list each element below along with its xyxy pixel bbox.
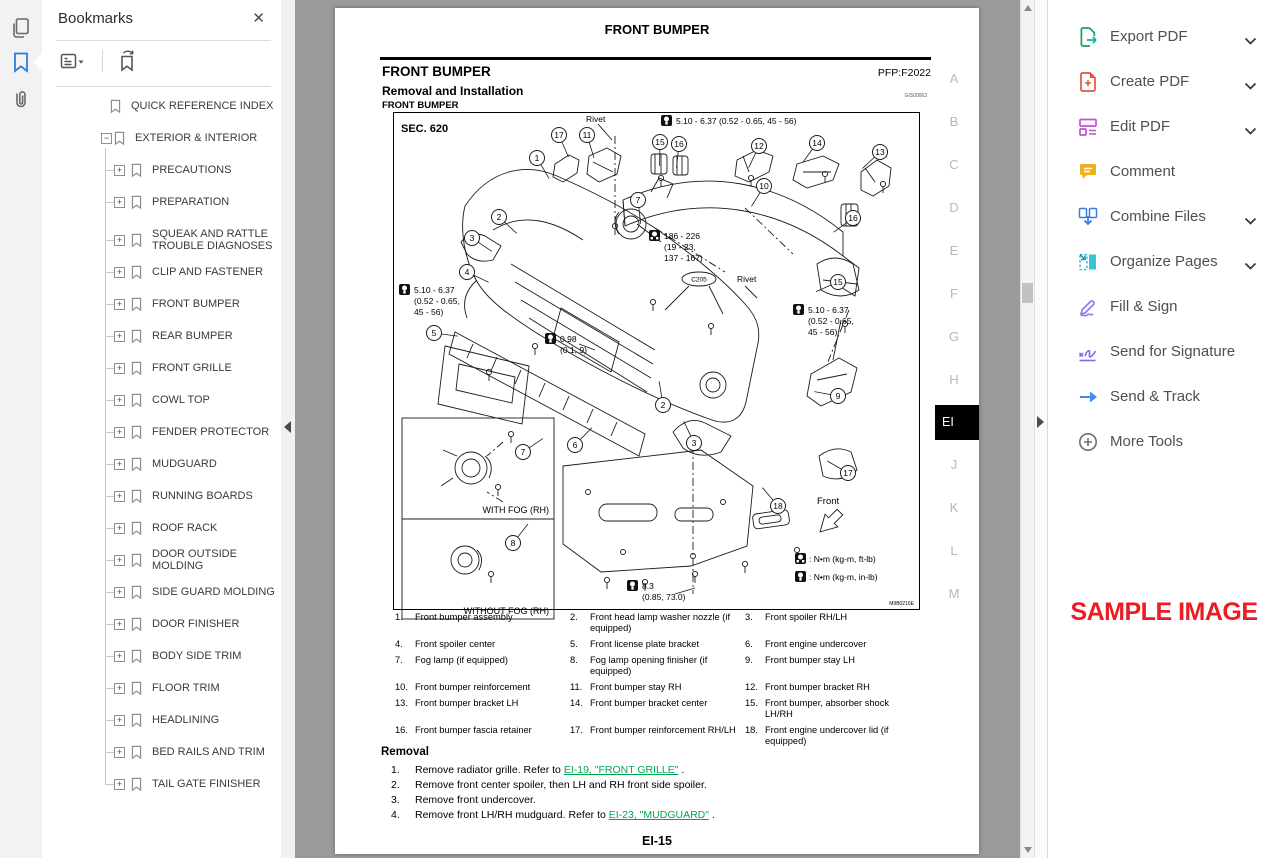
part-label: Front spoiler RH/LH: [765, 612, 848, 622]
bookmark-item[interactable]: [42, 262, 263, 282]
bookmark-flag-icon: [130, 649, 143, 664]
torque-inlb-icon: [661, 115, 672, 126]
bookmark-flag-icon: [130, 713, 143, 728]
callout-number: 5: [431, 328, 437, 338]
step-text-segment: Remove front undercover.: [415, 794, 536, 806]
rivet-label: Rivet: [737, 274, 757, 284]
scroll-down-arrow-icon[interactable]: [1024, 847, 1032, 853]
section-tab-active: EI: [935, 405, 979, 440]
bookmark-flag-icon: [130, 457, 143, 472]
callout-number: 1: [534, 153, 540, 163]
part-item: [745, 612, 920, 634]
step-text: [415, 778, 707, 793]
combine-files-icon: [1076, 205, 1100, 229]
vertical-scrollbar[interactable]: [1020, 0, 1035, 858]
part-label: Front bumper stay RH: [590, 682, 682, 692]
tool-item-label: Send for Signature: [1110, 343, 1236, 360]
callout-number: 10: [759, 181, 769, 191]
header-rule: [380, 57, 931, 60]
callout-number: 15: [655, 137, 665, 147]
bookmark-item[interactable]: [42, 710, 219, 730]
part-number: 15.: [745, 698, 758, 708]
part-label: Front bumper bracket RH: [765, 682, 870, 692]
callout-number: 9: [835, 391, 841, 401]
part-number: 16.: [395, 725, 408, 735]
bookmark-item-label[interactable]: PRECAUTIONS: [152, 164, 232, 176]
bookmark-flag-icon: [130, 329, 143, 344]
callout-number: 17: [554, 130, 564, 140]
tool-item-label: More Tools: [1110, 433, 1184, 450]
part-label: Front bumper stay LH: [765, 655, 855, 665]
section-tab: K: [949, 500, 959, 515]
bookmark-item-label[interactable]: COWL TOP: [152, 394, 210, 406]
send-track-icon: [1076, 385, 1100, 409]
callout-number: 13: [875, 147, 885, 157]
tools-panel-splitter: [1035, 0, 1047, 858]
bookmark-item[interactable]: [42, 192, 229, 212]
step-text-segment: .: [678, 764, 685, 776]
bookmark-item-label[interactable]: BED RAILS AND TRIM: [152, 746, 265, 758]
part-label: Front engine undercover lid (if equipped): [765, 725, 889, 746]
bookmark-flag-icon: [130, 681, 143, 696]
bookmark-item-label[interactable]: BODY SIDE TRIM: [152, 650, 242, 662]
part-number: 1.: [395, 612, 403, 622]
chevron-down-icon[interactable]: [1244, 78, 1257, 96]
section-tab: H: [949, 372, 959, 387]
chevron-down-icon[interactable]: [1244, 33, 1257, 51]
step-text: [415, 808, 715, 823]
bookmark-flag-icon: [130, 163, 143, 178]
part-number: 5.: [570, 639, 578, 649]
tool-item-create-pdf[interactable]: [1048, 59, 1279, 104]
bookmark-flag-icon: [130, 393, 143, 408]
edit-pdf-icon: [1076, 115, 1100, 139]
part-label: Fog lamp (if equipped): [415, 655, 509, 665]
torque-spec-text: 137 - 167): [664, 253, 703, 263]
bookmark-flag-icon: [130, 297, 143, 312]
part-number: 3.: [745, 612, 753, 622]
torque-spec-text: 5.10 - 6.37: [414, 285, 455, 295]
page-thumbnails-icon[interactable]: [9, 16, 33, 40]
callout-number: 12: [754, 141, 764, 151]
part-label: Front bumper fascia retainer: [415, 725, 532, 735]
bookmark-item[interactable]: [42, 326, 233, 346]
bookmarks-panel-title: Bookmarks: [58, 10, 134, 27]
attachments-icon[interactable]: [9, 88, 33, 112]
callout-number: 3: [691, 438, 697, 448]
part-item: [570, 639, 745, 650]
part-item: [395, 698, 570, 720]
bookmark-item-label[interactable]: FLOOR TRIM: [152, 682, 220, 694]
part-item: [395, 725, 570, 747]
reference-link[interactable]: EI-19, "FRONT GRILLE": [563, 764, 679, 776]
part-label: Fog lamp opening finisher (if equipped): [590, 655, 708, 676]
tool-item-label: Organize Pages: [1110, 253, 1218, 270]
part-label: Front engine undercover: [765, 639, 867, 649]
section-tab: G: [948, 329, 960, 344]
bookmark-item-label[interactable]: RUNNING BOARDS: [152, 490, 253, 502]
collapse-left-arrow-icon[interactable]: [284, 421, 291, 433]
more-tools-icon: [1076, 430, 1100, 454]
part-item: [745, 655, 920, 677]
bookmark-flag-icon: [130, 745, 143, 760]
expand-right-arrow-icon[interactable]: [1037, 416, 1044, 428]
callout-number: 11: [582, 130, 592, 140]
bookmark-flag-icon: [130, 489, 143, 504]
tool-item-combine-files[interactable]: [1048, 194, 1279, 239]
tool-item-more-tools[interactable]: [1048, 419, 1279, 464]
section-tab: L: [950, 543, 958, 558]
bookmark-flag-icon: [130, 617, 143, 632]
torque-spec-text: (0.1, 9): [560, 345, 587, 355]
bookmark-item-label[interactable]: DOOR FINISHER: [152, 618, 240, 630]
document-viewer: [295, 0, 1020, 858]
part-label: Front bumper bracket center: [590, 698, 708, 708]
part-number: 13.: [395, 698, 408, 708]
bookmark-item[interactable]: [42, 96, 273, 116]
bookmark-item[interactable]: [42, 358, 232, 378]
removal-step: [391, 763, 936, 778]
bookmarks-icon[interactable]: [9, 50, 33, 74]
bookmark-flag-icon: [130, 233, 143, 248]
bookmark-item[interactable]: [42, 390, 210, 410]
callout-number: 15: [833, 277, 843, 287]
part-label: Front spoiler center: [415, 639, 496, 649]
export-pdf-icon: [1076, 25, 1100, 49]
part-number: 7.: [395, 655, 403, 665]
callout-number: 2: [496, 212, 502, 222]
chevron-down-icon[interactable]: [1244, 258, 1257, 276]
bookmark-flag-icon: [130, 553, 143, 568]
bookmark-item-label[interactable]: SQUEAK AND RATTLE TROUBLE DIAGNOSES: [152, 228, 273, 252]
tool-item-send-track[interactable]: [1048, 374, 1279, 419]
tool-item-organize-pages[interactable]: [1048, 239, 1279, 284]
part-number: 2.: [570, 612, 578, 622]
step-text-segment: Remove front LH/RH mudguard. Refer to: [415, 809, 609, 821]
section-tab: F: [950, 286, 958, 301]
sec-label: SEC. 620: [401, 123, 449, 135]
left-tool-rail: [0, 0, 43, 858]
comment-icon: [1076, 160, 1100, 184]
callout-number: 3: [469, 233, 475, 243]
part-number: 4.: [395, 639, 403, 649]
front-label: Front: [817, 496, 840, 507]
bookmark-item-label[interactable]: SIDE GUARD MOLDING: [152, 586, 275, 598]
fill-sign-icon: [1076, 295, 1100, 319]
part-label: Front bumper, absorber shock LH/RH: [765, 698, 890, 719]
chevron-down-icon[interactable]: [1244, 213, 1257, 231]
torque-inlb-icon: [545, 333, 556, 344]
torque-inlb-icon: [793, 304, 804, 315]
tool-item-send-for-signature[interactable]: [1048, 329, 1279, 374]
tool-item-label: Comment: [1110, 163, 1176, 180]
bookmark-item[interactable]: [42, 678, 220, 698]
part-item: [570, 612, 745, 634]
tool-item-label: Fill & Sign: [1110, 298, 1178, 315]
part-number: 11.: [570, 682, 583, 692]
callout-number: 7: [520, 447, 526, 457]
tool-item-comment[interactable]: [1048, 149, 1279, 194]
bookmark-item-label[interactable]: REAR BUMPER: [152, 330, 233, 342]
torque-ftlb-icon: [649, 230, 660, 241]
part-item: [395, 655, 570, 677]
bookmark-item[interactable]: [42, 646, 241, 666]
bookmark-flag-icon: [130, 777, 143, 792]
scroll-up-arrow-icon[interactable]: [1024, 5, 1032, 11]
step-number: 4.: [391, 809, 400, 821]
bookmark-flag-icon: [109, 99, 122, 114]
legend-text: : N•m (kg-m, ft-lb): [809, 554, 876, 564]
bookmark-item[interactable]: [42, 294, 240, 314]
page-number: EI-15: [642, 834, 672, 848]
step-number: 1.: [391, 764, 400, 776]
bookmark-item-label[interactable]: FRONT BUMPER: [152, 298, 240, 310]
part-label: Front bumper bracket LH: [415, 698, 519, 708]
callout-number: 2: [660, 400, 666, 410]
bookmark-item[interactable]: [42, 486, 253, 506]
exploded-diagram: [393, 112, 920, 616]
callout-number: 16: [674, 139, 684, 149]
bookmarks-panel: [42, 0, 281, 858]
bookmark-item-label[interactable]: FENDER PROTECTOR: [152, 426, 270, 438]
bookmark-flag-icon: [130, 265, 143, 280]
bookmark-item[interactable]: [42, 518, 217, 538]
bookmark-item[interactable]: [42, 742, 265, 762]
section-tab: B: [949, 114, 959, 129]
section-tab: J: [950, 457, 958, 472]
create-pdf-icon: [1076, 70, 1100, 94]
step-text-segment: Remove radiator grille. Refer to: [415, 764, 564, 776]
bookmark-flag-icon: [130, 425, 143, 440]
part-label: Front bumper assembly: [415, 612, 513, 622]
part-item: [745, 682, 920, 693]
part-item: [395, 612, 570, 634]
bookmark-flag-icon: [113, 131, 126, 146]
pfp-code: PFP:F2022: [877, 67, 931, 79]
bookmark-item[interactable]: [42, 230, 281, 250]
callout-number: 18: [773, 501, 783, 511]
chevron-down-icon[interactable]: [1244, 123, 1257, 141]
torque-inlb-icon: [627, 580, 638, 591]
parts-list: [395, 612, 932, 747]
section-title: FRONT BUMPER: [382, 64, 491, 79]
bookmark-tree: [42, 0, 281, 858]
bookmark-item[interactable]: [42, 422, 269, 442]
torque-inlb-icon: [399, 284, 410, 295]
tool-item-label: Edit PDF: [1110, 118, 1171, 135]
part-item: [570, 698, 745, 720]
tools-panel: [1047, 0, 1278, 858]
part-item: [395, 639, 570, 650]
panel-collapse-strip: [281, 0, 296, 858]
part-item: [745, 639, 920, 650]
removal-steps: [391, 763, 936, 823]
part-item: [395, 682, 570, 693]
part-label: Front bumper reinforcement: [415, 682, 531, 692]
rivet-label: Rivet: [586, 114, 606, 124]
torque-inlb-icon: [795, 571, 806, 582]
scrollbar-thumb[interactable]: [1022, 283, 1033, 303]
bookmark-item[interactable]: [42, 774, 261, 794]
connector-label: C205: [691, 276, 707, 284]
bookmark-item-label[interactable]: CLIP AND FASTENER: [152, 266, 264, 278]
tool-item-label: Create PDF: [1110, 73, 1190, 90]
torque-spec-text: (19 - 23,: [664, 242, 696, 252]
tool-item-export-pdf[interactable]: [1048, 14, 1279, 59]
part-number: 9.: [745, 655, 753, 665]
bookmark-item[interactable]: [42, 128, 257, 148]
section-tab: E: [949, 243, 959, 258]
torque-spec-text: 186 - 226: [664, 231, 700, 241]
torque-spec-text: 45 - 56): [808, 327, 838, 337]
part-number: 17.: [570, 725, 583, 735]
figure-code: MIIB0216E: [889, 601, 914, 607]
pdf-page: [335, 8, 979, 854]
bookmark-item[interactable]: [42, 454, 217, 474]
torque-spec: [661, 115, 797, 126]
tool-item-fill-sign[interactable]: [1048, 284, 1279, 329]
section-tab: A: [949, 71, 959, 86]
callout-number: 7: [635, 195, 641, 205]
running-header: FRONT BUMPER: [604, 22, 710, 37]
part-item: [570, 682, 745, 693]
section-tab: M: [948, 586, 960, 601]
part-label: Front bumper reinforcement RH/LH: [590, 725, 736, 735]
legend-text: : N•m (kg-m, in-lb): [809, 572, 878, 582]
part-number: 12.: [745, 682, 758, 692]
bookmark-item[interactable]: [42, 582, 275, 602]
part-label: Front head lamp washer nozzle (if equipped): [590, 612, 731, 633]
torque-spec-text: 45 - 56): [414, 307, 444, 317]
torque-ftlb-icon: [795, 553, 806, 564]
part-item: [570, 655, 745, 677]
removal-step: [391, 808, 936, 823]
torque-spec-text: (0.52 - 0.65,: [808, 316, 854, 326]
step-number: 3.: [391, 794, 400, 806]
bookmark-item-label[interactable]: PREPARATION: [152, 196, 230, 208]
removal-step: [391, 778, 936, 793]
removal-step: [391, 793, 936, 808]
step-text: [415, 763, 684, 778]
step-text: [415, 793, 536, 808]
doc-code: GIS00063: [904, 93, 927, 99]
step-number: 2.: [391, 779, 400, 791]
part-item: [745, 725, 920, 747]
bookmark-item-label[interactable]: FRONT GRILLE: [152, 362, 232, 374]
send-signature-icon: [1076, 340, 1100, 364]
callout-number: 14: [812, 138, 822, 148]
torque-spec-text: 5.10 - 6.37: [808, 305, 849, 315]
torque-spec-text: 5.10 - 6.37 (0.52 - 0.65, 45 - 56): [676, 116, 797, 126]
removal-heading: Removal: [381, 746, 429, 758]
bookmark-item-label[interactable]: HEADLINING: [152, 714, 220, 726]
callout-number: 16: [848, 213, 858, 223]
torque-spec-text: 0.98: [560, 334, 577, 344]
part-number: 10.: [395, 682, 408, 692]
part-label: Front license plate bracket: [590, 639, 700, 649]
part-number: 6.: [745, 639, 753, 649]
step-text-segment: Remove front center spoiler, then LH and RH front side spoiler.: [415, 779, 707, 791]
bookmark-item-label[interactable]: DOOR OUTSIDE MOLDING: [152, 548, 237, 572]
organize-pages-icon: [1076, 250, 1100, 274]
callout-number: 6: [572, 440, 578, 450]
subsubsection-title: FRONT BUMPER: [382, 100, 459, 111]
callout-number: 4: [464, 267, 470, 277]
torque-spec-text: (0.85, 73.0): [642, 592, 686, 602]
bookmark-item[interactable]: [42, 550, 281, 570]
bookmark-flag-icon: [130, 585, 143, 600]
callout-number: 8: [510, 538, 516, 548]
part-number: 14.: [570, 698, 583, 708]
callout-number: 17: [843, 468, 853, 478]
inset-label-with-fog: WITH FOG (RH): [482, 505, 549, 515]
bookmark-item-label[interactable]: ROOF RACK: [152, 522, 218, 534]
part-number: 18.: [745, 725, 758, 735]
bookmark-item[interactable]: [42, 614, 239, 634]
bookmark-flag-icon: [130, 361, 143, 376]
tool-item-label: Export PDF: [1110, 28, 1188, 45]
bookmark-flag-icon: [130, 195, 143, 210]
bookmark-item[interactable]: [42, 160, 231, 180]
step-text-segment: .: [708, 809, 715, 821]
bookmark-item-label[interactable]: QUICK REFERENCE INDEX: [131, 100, 274, 112]
tool-item-label: Combine Files: [1110, 208, 1206, 225]
close-panel-icon[interactable]: ✕: [252, 10, 265, 27]
tool-item-label: Send & Track: [1110, 388, 1201, 405]
part-item: [570, 725, 745, 747]
part-item: [745, 698, 920, 720]
bookmark-item-label[interactable]: TAIL GATE FINISHER: [152, 778, 261, 790]
inset-label-without-fog: WITHOUT FOG (RH): [463, 606, 549, 616]
section-tab: D: [949, 200, 959, 215]
torque-spec-text: 8.3: [642, 581, 654, 591]
tool-item-edit-pdf[interactable]: [1048, 104, 1279, 149]
part-number: 8.: [570, 655, 578, 665]
bookmark-item-label[interactable]: MUDGUARD: [152, 458, 217, 470]
bookmark-flag-icon: [130, 521, 143, 536]
reference-link[interactable]: EI-23, "MUDGUARD": [608, 809, 709, 821]
section-tab: C: [949, 157, 959, 172]
bookmark-item-label[interactable]: EXTERIOR & INTERIOR: [135, 132, 258, 144]
sample-image-watermark: SAMPLE IMAGE: [1070, 598, 1258, 626]
torque-spec-text: (0.52 - 0.65,: [414, 296, 460, 306]
subsection-title: Removal and Installation: [382, 84, 524, 98]
